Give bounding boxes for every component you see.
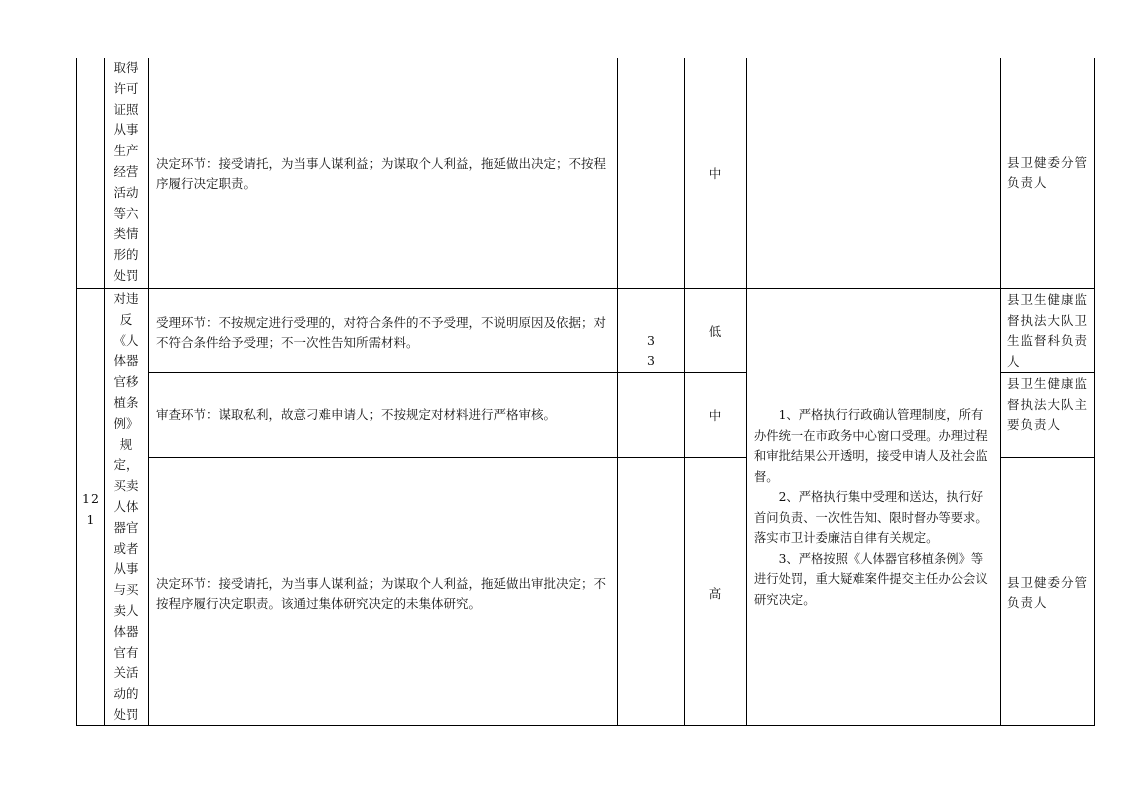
measure-1: 1、严格执行行政确认管理制度，所有办件统一在市政务中心窗口受理。办理过程和审批结果公开透明，接受申请人及社会监督。: [754, 408, 988, 484]
step-decision-text: 决定环节：接受请托，为当事人谋利益；为谋取个人利益，拖延做出审批决定；不按程序履行决定职责。该通过集体研究决定的未集体研究。: [156, 576, 607, 611]
row-divider-main: [76, 288, 1095, 289]
step-review-risk: 中: [708, 408, 722, 423]
table-border-right: [1094, 58, 1095, 726]
col-divider-5: [746, 58, 747, 726]
measure-3: 3、严格按照《人体器官移植条例》等进行处罚，重大疑难案件提交主任办公会议研究决定。: [754, 551, 988, 607]
step-accept-responsible: 县卫生健康监督执法大队卫生监督科负责人: [1007, 292, 1089, 369]
measure-2: 2、严格执行集中受理和送达，执行好首问负责、一次性告知、限时督办等要求。落实市卫计委廉洁自律有关规定。: [754, 490, 988, 545]
step-accept-text: 受理环节：不按规定进行受理的，对符合条件的不予受理，不说明原因及依据；对不符合条件给予受理；不一次性告知所需材料。: [156, 315, 607, 350]
row-divider-step1: [148, 372, 747, 373]
col-divider-1: [104, 58, 105, 726]
prevention-measures: [754, 405, 994, 610]
col-divider-3: [617, 58, 618, 726]
table-border-bottom: [76, 725, 1095, 726]
step-decision-risk: 高: [708, 586, 722, 601]
row-divider-step2: [148, 457, 747, 458]
prev-risk-level: 中: [708, 166, 722, 181]
prev-item-text: 取得许可证照从事生产经营活动等六类情形的处罚: [113, 60, 139, 283]
row-divider-resp1: [1000, 372, 1095, 373]
col-divider-6: [1000, 58, 1001, 726]
row-divider-resp2: [1000, 457, 1095, 458]
table-border-left: [76, 58, 77, 726]
step-review-text: 审查环节：谋取私利，故意刁难申请人；不按规定对材料进行严格审核。: [156, 407, 557, 422]
step-decision-responsible: 县卫健委分管负责人: [1007, 575, 1089, 610]
step-accept-risk: 低: [708, 324, 722, 339]
item-text: 对违反《人体器官移植条例》规定，买卖人体器官或者从事与买卖人体器官有关活动的处罚: [113, 291, 139, 722]
count-value-2: 3: [647, 353, 655, 368]
prev-responsible: 县卫健委分管负责人: [1007, 155, 1089, 190]
row-number: 121: [82, 491, 100, 527]
col-divider-4: [684, 58, 685, 726]
col-divider-2: [148, 58, 149, 726]
step-review-responsible: 县卫生健康监督执法大队主要负责人: [1007, 376, 1089, 432]
prev-decision-text: 决定环节：接受请托，为当事人谋利益；为谋取个人利益，拖延做出决定；不按程序履行决定职责。: [156, 156, 607, 191]
count-value-1: 3: [647, 333, 655, 348]
